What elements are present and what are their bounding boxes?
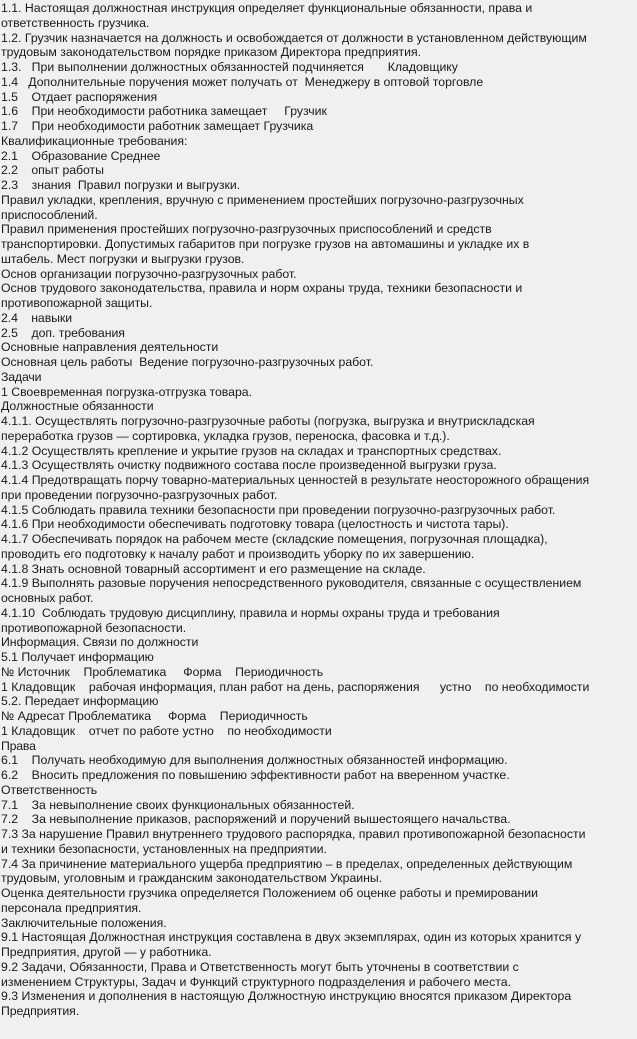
text-line: Квалификационные требования: [1,133,188,148]
text-line: 4.1.9 Выполнять разовые поручения непосредственного руководителя, связанные с осуществлением [1,576,582,591]
text-line: 1.7 При необходимости работник замещает Грузчика [1,119,314,133]
text-line: 1.3. При выполнении должностных обязанностей подчиняется Кладовщику [1,60,458,74]
text-line: проводить его подготовку к началу работ и производить уборку по их завершению. [1,546,475,561]
text-line: 9.1 Настоящая Должностная инструкция составлена в двух экземплярах, один из которых хранится у [1,930,582,945]
text-line: переработка грузов — сортировка, укладка грузов, переноска, фасовка и т.д.). [1,428,450,443]
text-line: 2.4 навыки [1,310,73,325]
text-line: Предприятия. [1,1004,80,1018]
text-line: 7.1 За невыполнение своих функциональных обязанностей. [1,797,355,812]
text-line: Правил укладки, крепления, вручную с применением простейших погрузочно-разгрузочных [1,192,524,207]
text-line: при проведении погрузочно-разгрузочных работ. [1,487,278,502]
text-line: 4.1.3 Осуществлять очистку подвижного состава после произведенной выгрузки груза. [1,458,497,473]
text-line: основных работ. [1,591,94,605]
text-line: 9.2 Задачи, Обязанности, Права и Ответственность могут быть уточнены в соответствии с [1,959,519,974]
text-line: трудовым, уголовным и гражданским законодательством Украины. [1,871,383,886]
text-line: штабель. Мест погрузки и выгрузки грузов. [1,251,245,266]
text-line: 1.6 При необходимости работника замещает Грузчик [1,104,327,119]
text-line: трудовым законодательством порядке приказом Директора предприятия. [1,45,422,60]
text-line: 2.2 опыт работы [1,163,104,178]
text-line: Основная цель работы Ведение погрузочно-разгрузочных работ. [1,355,374,369]
text-line: 4.1.10 Соблюдать трудовую дисциплину, правила и нормы охраны труда и требования [1,605,500,620]
text-line: Должностные обязанности [1,399,154,414]
text-line: персонала предприятия. [1,900,142,915]
text-line: 4.1.7 Обеспечивать порядок на рабочем месте (складские помещения, погрузочная площадка), [1,532,548,546]
text-line: Основные направления деятельности [1,340,219,355]
text-line: 7.4 За причинение материального ущерба предприятию – в пределах, определенных действующим [1,856,573,871]
text-line: 5.1 Получает информацию [1,650,154,664]
text-line: Права [1,738,36,753]
text-line: 9.3 Изменения и дополнения в настоящую Должностную инструкцию вносятся приказом Директора [1,989,572,1004]
text-line: № Источник Проблематика Форма Периодичность [1,664,324,679]
text-line: и техники безопасности, установленных на предприятии. [1,841,327,856]
text-line: Информация. Связи по должности [1,635,199,650]
text-line: 2.3 знания Правил погрузки и выгрузки. [1,178,241,192]
text-line: изменением Структуры, Задач и Функций структурного подразделения и рабочего места. [1,974,511,989]
text-line: Предприятия, другой — у работника. [1,945,212,959]
text-line: Ответственность [1,782,98,797]
text-line: 4.1.6 При необходимости обеспечивать подготовку товара (целостность и чистота тары). [1,517,509,532]
text-line: 2.5 доп. требования [1,325,125,340]
text-line: 1 Кладовщик рабочая информация, план работ на день, распоряжения устно по необходимости [1,679,590,694]
text-line: транспортировки. Допустимых габаритов при погрузке грузов на автомашины и укладке их в [1,237,530,251]
text-line: ответственность грузчика. [1,15,150,30]
text-line: Основ трудового законодательства, правила и норм охраны труда, техники безопасности и [1,281,523,296]
text-line: 1 Своевременная погрузка-отгрузка товара. [1,384,253,399]
text-line: Заключительные положения. [1,915,167,930]
text-line: 6.2 Вносить предложения по повышению эффективности работ на вверенном участке. [1,768,510,782]
text-line: 4.1.8 Знать основной товарный ассортимент и его размещение на складе. [1,561,426,576]
text-line: Оценка деятельности грузчика определяется Положением об оценке работы и премировании [1,886,538,900]
text-line: 7.3 За нарушение Правил внутреннего трудового распорядка, правил противопожарной безопасности [1,827,586,841]
text-line: 1.5 Отдает распоряжения [1,89,158,104]
text-line: 4.1.4 Предотвращать порчу товарно-материальных ценностей в результате неосторожного обращения [1,473,590,487]
text-line: Основ организации погрузочно-разгрузочных работ. [1,266,297,281]
text-line: противопожарной защиты. [1,296,153,310]
text-line: 7.2 За невыполнение приказов, распоряжений и поручений вышестоящего начальства. [1,812,511,827]
text-line: приспособлений. [1,207,98,222]
text-line: 6.1 Получать необходимую для выполнения должностных обязанностей информацию. [1,753,508,768]
text-line: 2.1 Образование Среднее [1,148,161,163]
text-line: 1.2. Грузчик назначается на должность и освобождается от должности в установленном действующим [1,30,587,45]
text-line: 5.2. Передает информацию [1,694,159,709]
text-line: № Адресат Проблематика Форма Периодичность [1,709,308,723]
text-line: Задачи [1,369,42,384]
text-line: 1.4 Дополнительные поручения может получать от Менеджеру в оптовой торговле [1,74,484,89]
text-line: 4.1.5 Соблюдать правила техники безопасности при проведении погрузочно-разгрузочных работ. [1,502,556,517]
text-line: 1.1. Настоящая должностная инструкция определяет функциональные обязанности, права и [1,1,533,15]
text-line: 4.1.2 Осуществлять крепление и укрытие грузов на складах и транспортных средствах. [1,443,502,458]
text-line: 1 Кладовщик отчет по работе устно по необходимости [1,723,332,738]
text-line: Правил применения простейших погрузочно-разгрузочных приспособлений и средств [1,222,492,237]
text-line: 4.1.1. Осуществлять погрузочно-разгрузочные работы (погрузка, выгрузка и внутрискладская [1,414,535,428]
text-line: противопожарной безопасности. [1,620,187,635]
